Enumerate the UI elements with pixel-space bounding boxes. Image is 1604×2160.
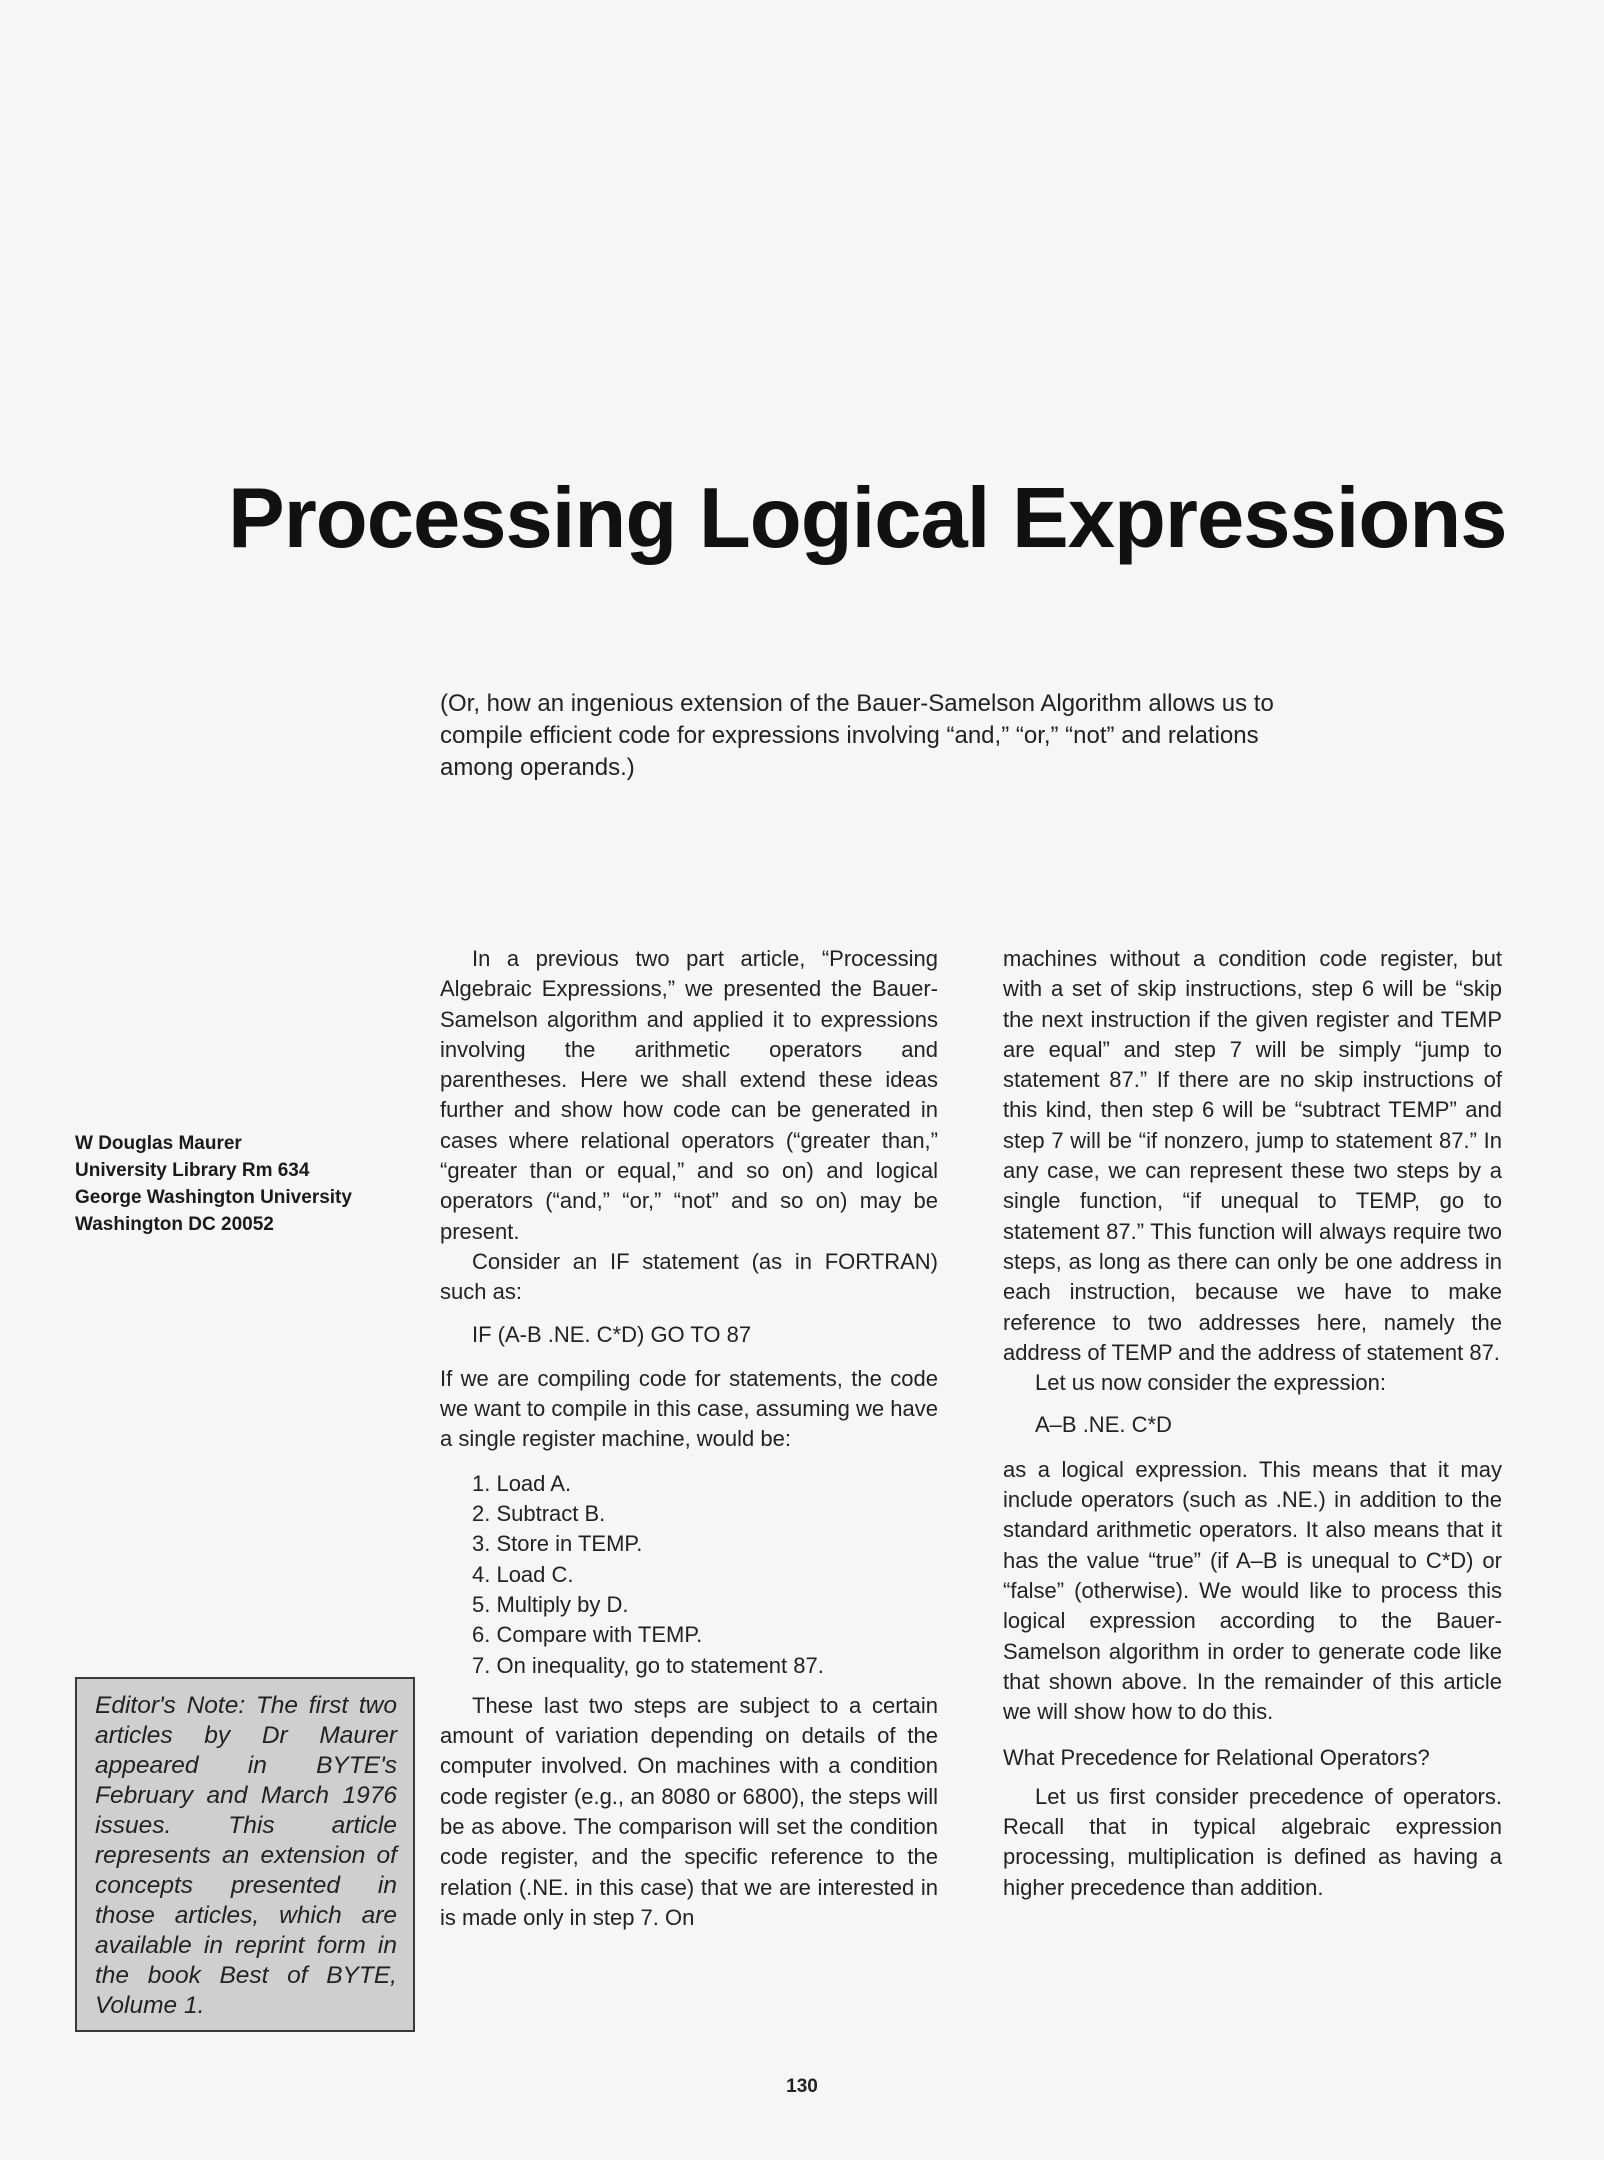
list-item: 2. Subtract B. — [472, 1501, 606, 1527]
code-example: A–B .NE. C*D — [1035, 1412, 1172, 1438]
author-university: George Washington University — [75, 1187, 352, 1208]
list-item: 1. Load A. — [472, 1470, 572, 1496]
paragraph: If we are compiling code for statements, the code we want to compile in this case, assuming we have a single register machine, would be: — [440, 1365, 938, 1452]
author-affiliation: University Library Rm 634 — [75, 1160, 310, 1181]
author-address: Washington DC 20052 — [75, 1214, 274, 1235]
editor-note-box: Editor's Note: The first two articles by Dr Maurer appeared in BYTE's February and March 1976 issues. This article represents an extension of concepts presented in those articles, which are available in reprint form in the book Best of BYTE, Volume 1. — [75, 1677, 415, 2032]
list-item: 3. Store in TEMP. — [472, 1531, 643, 1557]
page-number: 130 — [786, 2076, 818, 2097]
paragraph: Let us now consider the expression: — [1035, 1370, 1386, 1396]
paragraph: In a previous two part article, “Processing Algebraic Expressions,” we presented the Bauer-Samelson algorithm and applied it to expressions involving the arithmetic operators and parentheses. Here we shall extend these ideas further and show how code can be generated in cases where relational operators (“greater than,” “greater than or equal,” and so on) and logical operators (“and,” “or,” “not” and so on) may be present. — [440, 946, 938, 1244]
code-example: IF (A-B .NE. C*D) GO TO 87 — [472, 1321, 752, 1347]
list-item: 5. Multiply by D. — [472, 1591, 629, 1617]
body-column-1 — [440, 944, 938, 1933]
body-column-2 — [1003, 944, 1502, 1903]
paragraph: Consider an IF statement (as in FORTRAN) such as: — [440, 1248, 938, 1305]
author-block — [75, 1130, 395, 1238]
steps-list — [472, 1469, 938, 1681]
paragraph: Let us first consider precedence of operators. Recall that in typical algebraic expression processing, multiplication is defined as having a higher precedence than addition. — [1003, 1783, 1502, 1900]
article-deck: (Or, how an ingenious extension of the Bauer-Samelson Algorithm allows us to compile efficient code for expressions involving “and,” “or,” “not” and relations among operands.) — [440, 690, 1274, 781]
list-item: 7. On inequality, go to statement 87. — [472, 1652, 824, 1678]
article-title: Processing Logical Expressions — [228, 471, 1507, 566]
list-item: 4. Load C. — [472, 1561, 574, 1587]
paragraph: as a logical expression. This means that it may include operators (such as .NE.) in addition to the standard arithmetic operators. It also means that it has the value “true” (if A–B is unequal to C*D) or “false” (otherwise). We would like to process this logical expression according to the Bauer-Samelson algorithm in order to generate code like that shown above. In the remainder of this article we will show how to do this. — [1003, 1456, 1502, 1725]
list-item: 6. Compare with TEMP. — [472, 1622, 703, 1648]
paragraph: machines without a condition code register, but with a set of skip instructions, step 6 will be “skip the next instruction if the given register and TEMP are equal” and step 7 will be simply “jump to statement 87.” If there are no skip instructions of this kind, then step 6 will be “subtract TEMP” and step 7 will be “if nonzero, jump to statement 87.” In any case, we can represent these two steps by a single function, “if unequal to TEMP, go to statement 87.” This function will always require two steps, as long as there can only be one address in each instruction, because we have to make reference to two addresses here, namely the address of TEMP and the address of statement 87. — [1003, 946, 1502, 1365]
section-heading: What Precedence for Relational Operators? — [1003, 1745, 1430, 1771]
paragraph: These last two steps are subject to a certain amount of variation depending on details of the computer involved. On machines with a condition code register (e.g., an 8080 or 6800), the steps will be as above. The comparison will set the condition code register, and the specific reference to the relation (.NE. in this case) that we are interested in is made only in step 7. On — [440, 1692, 938, 1930]
author-name: W Douglas Maurer — [75, 1133, 242, 1154]
